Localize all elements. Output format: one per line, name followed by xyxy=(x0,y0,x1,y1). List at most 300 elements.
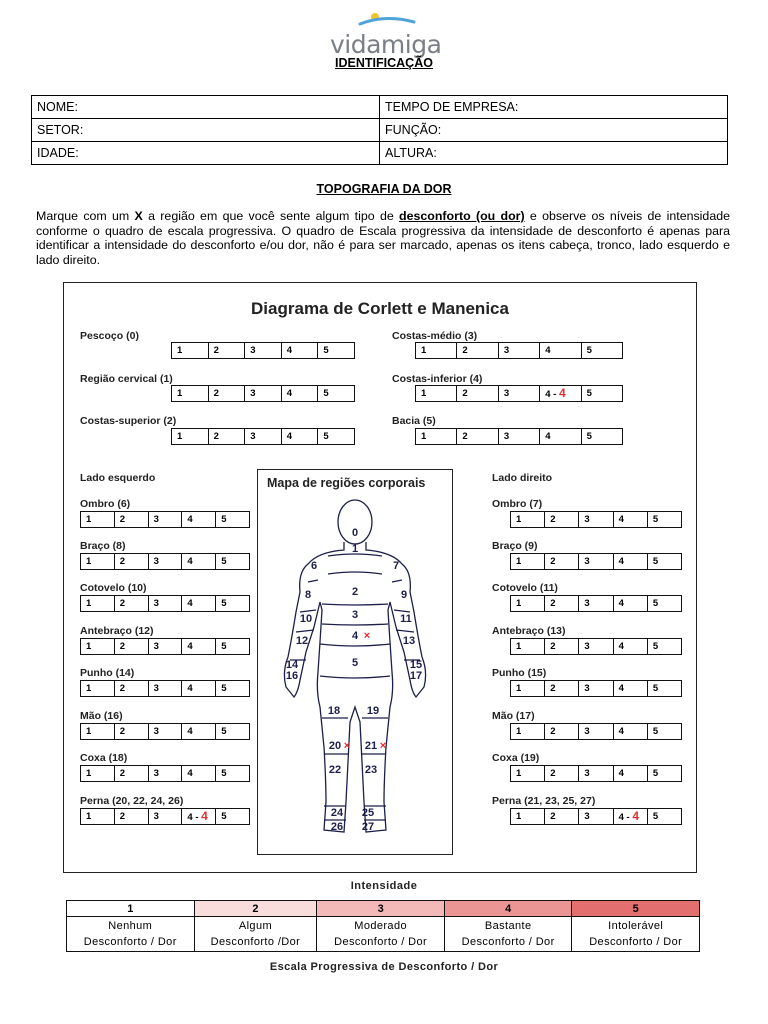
scale-cell[interactable] xyxy=(81,766,114,781)
name-field[interactable]: NOME: xyxy=(32,96,380,119)
table-row xyxy=(32,96,728,119)
scale-cell-value: 5 xyxy=(323,431,329,442)
side-item-scale xyxy=(80,723,250,740)
scale-cell[interactable] xyxy=(281,386,318,401)
side-item-label: Antebraço (13) xyxy=(492,625,566,637)
scale-cell-value: 3 xyxy=(250,431,256,442)
intensity-level-name: Intolerável xyxy=(608,920,664,932)
scale-cell-value: 5 xyxy=(221,726,227,737)
scale-cell-value: 4 xyxy=(618,726,624,737)
intensity-caption: Escala Progressiva de Desconforto / Dor xyxy=(269,961,499,973)
region-label-26[interactable]: 26 xyxy=(330,821,344,833)
scale-cell[interactable] xyxy=(215,724,249,739)
scale-cell[interactable] xyxy=(114,554,148,569)
identification-table xyxy=(31,95,728,165)
scale-cell[interactable] xyxy=(181,766,215,781)
scale-cell[interactable] xyxy=(215,512,249,527)
scale-cell[interactable] xyxy=(647,809,681,824)
intensity-level-label xyxy=(194,917,317,952)
region-label-14[interactable]: 14 xyxy=(285,659,299,671)
region-line xyxy=(308,580,402,582)
item-label-pelvis: Bacia (5) xyxy=(392,415,436,427)
scale-cell-value: 3 xyxy=(153,811,159,822)
scale-cell[interactable] xyxy=(317,343,354,358)
scale-cell[interactable] xyxy=(215,639,249,654)
scale-cell[interactable] xyxy=(647,554,681,569)
scale-cell[interactable] xyxy=(416,429,456,444)
scale-cell-value: 2 xyxy=(119,514,126,525)
scale-cell[interactable] xyxy=(181,512,215,527)
scale-cell[interactable] xyxy=(114,681,148,696)
scale-cell[interactable] xyxy=(613,639,647,654)
scale-cell[interactable] xyxy=(544,596,578,611)
scale-cell-value: 2 xyxy=(550,598,556,609)
scale-cell-value: 5 xyxy=(652,768,659,779)
scale-cell-value: 5 xyxy=(221,556,227,567)
scale-cell[interactable] xyxy=(544,681,578,696)
scale-cell-value: 4 xyxy=(187,683,193,694)
scale-cell[interactable] xyxy=(81,724,114,739)
region-label-8[interactable]: 8 xyxy=(304,589,312,601)
region-label-9[interactable]: 9 xyxy=(400,589,408,601)
scale-cell[interactable] xyxy=(613,681,647,696)
scale-cell[interactable] xyxy=(511,596,544,611)
scale-cell-value: 1 xyxy=(177,345,183,356)
right-side-title: Lado direito xyxy=(492,472,553,484)
region-label-22[interactable]: 22 xyxy=(328,764,342,776)
scale-cell[interactable] xyxy=(647,596,681,611)
role-field[interactable]: FUNÇÃO: xyxy=(380,119,728,142)
scale-cell-value: 4 xyxy=(286,431,293,442)
scale-cell[interactable] xyxy=(511,681,544,696)
scale-cell[interactable] xyxy=(498,386,539,401)
scale-cell[interactable] xyxy=(613,596,647,611)
scale-cell-value: 3 xyxy=(250,388,256,399)
scale-cell-value: 4 xyxy=(618,556,624,567)
scale-cell[interactable] xyxy=(581,343,622,358)
scale-cell-value: 1 xyxy=(86,514,92,525)
scale-cell[interactable] xyxy=(81,554,114,569)
scale-cell[interactable] xyxy=(148,554,182,569)
table-row xyxy=(67,901,700,917)
scale-cell[interactable] xyxy=(416,386,456,401)
scale-cell-value: 1 xyxy=(86,726,92,737)
scale-cell-value: 5 xyxy=(221,768,227,779)
scale-cell[interactable] xyxy=(215,809,249,824)
table-row xyxy=(32,142,728,165)
body-map xyxy=(257,469,453,855)
region-label-25[interactable]: 25 xyxy=(361,807,375,819)
scale-cell-value: 2 xyxy=(550,514,556,525)
region-label-15[interactable]: 15 xyxy=(409,659,423,671)
identification-title: IDENTIFICAÇÃO xyxy=(335,56,433,70)
scale-cell[interactable] xyxy=(281,429,318,444)
scale-cell[interactable] xyxy=(539,343,580,358)
scale-neck xyxy=(171,342,355,359)
scale-cell[interactable] xyxy=(544,639,578,654)
scale-cell-value: 1 xyxy=(421,388,427,399)
scale-cell[interactable] xyxy=(215,596,249,611)
scale-cell[interactable] xyxy=(114,596,148,611)
scale-cell-value: 2 xyxy=(550,768,556,779)
side-item-label: Punho (14) xyxy=(80,667,135,679)
side-item-label: Ombro (7) xyxy=(492,498,543,510)
scale-cell[interactable] xyxy=(244,343,281,358)
scale-cell[interactable] xyxy=(148,596,182,611)
scale-cell-value: 1 xyxy=(86,811,92,822)
scale-cell[interactable] xyxy=(647,681,681,696)
scale-cell-value: 2 xyxy=(550,811,556,822)
scale-cell[interactable] xyxy=(181,724,215,739)
scale-cell[interactable] xyxy=(511,724,544,739)
scale-cell[interactable] xyxy=(148,809,182,824)
intensity-level-label xyxy=(317,917,445,952)
scale-cell-value: 4 xyxy=(187,598,193,609)
scale-cell[interactable] xyxy=(544,809,578,824)
instructions-x-mark: X xyxy=(134,209,143,223)
scale-cell[interactable] xyxy=(181,596,215,611)
scale-cell-value: 3 xyxy=(153,514,159,525)
scale-cell[interactable] xyxy=(498,429,539,444)
scale-cell[interactable] xyxy=(498,343,539,358)
corlett-manenica-diagram xyxy=(63,282,697,873)
item-label-neck: Pescoço (0) xyxy=(80,330,139,342)
scale-upper-back xyxy=(171,428,355,445)
scale-cell[interactable] xyxy=(578,681,612,696)
scale-cell[interactable] xyxy=(581,386,622,401)
region-line xyxy=(320,676,390,678)
scale-cell-value: 3 xyxy=(503,431,510,442)
scale-cell[interactable] xyxy=(511,639,544,654)
scale-cell-value: 1 xyxy=(86,768,92,779)
instructions-text: Marque com um xyxy=(36,209,135,223)
scale-cell-value: 3 xyxy=(153,556,159,567)
scale-cell[interactable] xyxy=(215,681,249,696)
item-label-mid-back: Costas-médio (3) xyxy=(392,330,478,342)
scale-cell-value: 2 xyxy=(213,345,219,356)
scale-cell-value: 2 xyxy=(119,598,126,609)
side-item-scale xyxy=(510,553,682,570)
scale-cell-value: 5 xyxy=(652,726,659,737)
scale-lower-back xyxy=(415,385,623,402)
side-item-label: Mão (17) xyxy=(492,710,535,722)
scale-cell[interactable] xyxy=(172,386,208,401)
side-item-label: Perna (21, 23, 25, 27) xyxy=(492,795,596,807)
scale-cell[interactable] xyxy=(81,639,114,654)
intensity-level-label xyxy=(444,917,572,952)
scale-cell[interactable] xyxy=(613,724,647,739)
intensity-level-name: Nenhum xyxy=(108,920,153,932)
intensity-level-name: Moderado xyxy=(354,920,407,932)
scale-cell[interactable] xyxy=(539,386,580,401)
scale-cell-value: 4 - xyxy=(545,389,559,400)
scale-cell-value: 1 xyxy=(516,683,522,694)
scale-cell[interactable] xyxy=(544,554,578,569)
scale-cell-value: 3 xyxy=(153,641,159,652)
scale-cell[interactable] xyxy=(539,429,580,444)
scale-cell-value: 5 xyxy=(652,556,659,567)
side-item-scale xyxy=(80,511,250,528)
diagram-title: Diagrama de Corlett e Manenica xyxy=(251,299,509,318)
intensity-level-desc: Desconforto / Dor xyxy=(334,936,428,948)
intensity-level-desc: Desconforto / Dor xyxy=(589,936,683,948)
scale-cell-value: 4 xyxy=(187,768,193,779)
scale-cell[interactable] xyxy=(317,386,354,401)
scale-cell[interactable] xyxy=(317,429,354,444)
scale-cell-value: 3 xyxy=(153,683,159,694)
scale-cell[interactable] xyxy=(181,809,215,824)
scale-cell-value: 3 xyxy=(153,726,159,737)
item-label-lower-back: Costas-inferior (4) xyxy=(392,373,483,385)
side-item-scale xyxy=(80,553,250,570)
scale-cell-value: 4 xyxy=(187,641,193,652)
scale-cell-value: 2 xyxy=(550,641,556,652)
body-figure xyxy=(258,492,452,852)
scale-cell-value: 3 xyxy=(584,556,590,567)
side-item-label: Perna (20, 22, 24, 26) xyxy=(80,795,184,807)
scale-cell-value: 4 - xyxy=(618,812,633,823)
scale-cell[interactable] xyxy=(578,596,612,611)
scale-cell-value: 1 xyxy=(421,431,427,442)
scale-cell[interactable] xyxy=(148,639,182,654)
scale-cell-value: 1 xyxy=(177,431,183,442)
left-side-title: Lado esquerdo xyxy=(80,472,156,484)
scale-cell[interactable] xyxy=(215,554,249,569)
table-row xyxy=(32,119,728,142)
scale-cell[interactable] xyxy=(647,766,681,781)
scale-cell[interactable] xyxy=(613,766,647,781)
region-label-24[interactable]: 24 xyxy=(330,807,344,819)
region-label-0[interactable]: 0 xyxy=(351,527,359,539)
side-item-scale xyxy=(80,765,250,782)
region-label-11[interactable]: 11 xyxy=(400,613,412,625)
region-line xyxy=(328,572,382,574)
scale-cell[interactable] xyxy=(114,512,148,527)
scale-cell-value: 2 xyxy=(119,683,126,694)
side-item-scale xyxy=(80,808,250,825)
region-label-21[interactable]: 21 xyxy=(364,740,378,752)
scale-cell[interactable] xyxy=(114,724,148,739)
intensity-level-desc: Desconforto / Dor xyxy=(461,936,555,948)
scale-cell[interactable] xyxy=(511,766,544,781)
scale-cell[interactable] xyxy=(244,429,281,444)
scale-cell-value: 2 xyxy=(550,683,556,694)
scale-cell-value: 4 xyxy=(618,768,624,779)
scale-cell[interactable] xyxy=(544,766,578,781)
region-label-16[interactable]: 16 xyxy=(285,670,299,682)
scale-cell[interactable] xyxy=(647,639,681,654)
scale-cell-value: 1 xyxy=(516,641,522,652)
region-label-27[interactable]: 27 xyxy=(361,821,375,833)
scale-cell-value: 2 xyxy=(213,431,219,442)
scale-cell[interactable] xyxy=(511,512,544,527)
scale-cell[interactable] xyxy=(181,681,215,696)
scale-cell[interactable] xyxy=(613,809,647,824)
side-item-label: Ombro (6) xyxy=(80,498,131,510)
scale-cell-value: 1 xyxy=(516,726,522,737)
scale-cell-value: 5 xyxy=(652,683,659,694)
region-label-5[interactable]: 5 xyxy=(351,657,359,669)
intensity-level-number: 2 xyxy=(194,901,317,917)
scale-cell-value: 3 xyxy=(584,768,590,779)
side-item-label: Braço (8) xyxy=(80,540,126,552)
scale-cell-value: 2 xyxy=(462,431,468,442)
region-label-7[interactable]: 7 xyxy=(392,560,400,572)
scale-cell[interactable] xyxy=(511,809,544,824)
scale-cervical xyxy=(171,385,355,402)
scale-cell[interactable] xyxy=(148,766,182,781)
side-item-scale xyxy=(80,595,250,612)
scale-cell[interactable] xyxy=(456,429,497,444)
intensity-level-name: Bastante xyxy=(484,920,532,932)
scale-cell-value: 2 xyxy=(462,388,468,399)
scale-cell[interactable] xyxy=(647,724,681,739)
scale-cell-value: 1 xyxy=(516,811,522,822)
logo-text: vidamiga xyxy=(330,30,442,59)
scale-cell-value: 5 xyxy=(221,811,227,822)
region-label-4[interactable]: 4 xyxy=(351,630,359,642)
scale-cell[interactable] xyxy=(456,343,497,358)
scale-cell[interactable] xyxy=(208,429,245,444)
side-item-scale xyxy=(80,638,250,655)
scale-cell[interactable] xyxy=(208,343,245,358)
pain-mark: 4 xyxy=(632,809,640,823)
logo-wave-icon xyxy=(358,10,418,30)
region-label-13[interactable]: 13 xyxy=(402,635,416,647)
scale-cell[interactable] xyxy=(456,386,497,401)
scale-cell[interactable] xyxy=(114,639,148,654)
scale-mid-back xyxy=(415,342,623,359)
sector-field[interactable]: SETOR: xyxy=(32,119,380,142)
scale-cell[interactable] xyxy=(148,512,182,527)
instructions-paragraph xyxy=(36,209,730,267)
scale-cell-value: 4 xyxy=(618,514,624,525)
scale-cell[interactable] xyxy=(544,724,578,739)
scale-cell-value: 1 xyxy=(516,514,522,525)
scale-cell[interactable] xyxy=(578,724,612,739)
region-label-18[interactable]: 18 xyxy=(327,705,341,717)
side-item-scale xyxy=(510,723,682,740)
scale-cell[interactable] xyxy=(81,809,114,824)
scale-cell[interactable] xyxy=(114,766,148,781)
scale-cell[interactable] xyxy=(578,554,612,569)
scale-cell-value: 3 xyxy=(153,598,159,609)
scale-cell-value: 5 xyxy=(586,431,592,442)
scale-cell[interactable] xyxy=(544,512,578,527)
side-item-label: Braço (9) xyxy=(492,540,538,552)
scale-cell[interactable] xyxy=(114,809,148,824)
region-label-23[interactable]: 23 xyxy=(364,764,378,776)
intensity-level-name: Algum xyxy=(238,920,273,932)
region-label-19[interactable]: 19 xyxy=(366,705,380,717)
side-item-scale xyxy=(510,638,682,655)
scale-cell-value: 1 xyxy=(177,388,183,399)
scale-cell[interactable] xyxy=(81,681,114,696)
intensity-level-number: 5 xyxy=(572,901,700,917)
intensity-scale-table xyxy=(66,900,700,952)
scale-cell-value: 5 xyxy=(586,388,592,399)
item-label-upper-back: Costas-superior (2) xyxy=(80,415,177,427)
region-label-10[interactable]: 10 xyxy=(299,613,313,625)
scale-cell-value: 3 xyxy=(584,726,590,737)
region-label-1[interactable]: 1 xyxy=(351,543,359,555)
intensity-level-label xyxy=(67,917,195,952)
scale-cell[interactable] xyxy=(172,429,208,444)
scale-cell-value: 1 xyxy=(86,683,92,694)
scale-cell-value: 2 xyxy=(213,388,219,399)
scale-cell[interactable] xyxy=(578,809,612,824)
scale-cell-value: 1 xyxy=(516,768,522,779)
scale-cell-value: 3 xyxy=(584,598,590,609)
scale-cell[interactable] xyxy=(578,766,612,781)
scale-cell[interactable] xyxy=(181,554,215,569)
scale-cell[interactable] xyxy=(613,512,647,527)
scale-cell[interactable] xyxy=(81,512,114,527)
scale-cell[interactable] xyxy=(148,724,182,739)
region-line xyxy=(322,604,388,605)
scale-cell[interactable] xyxy=(581,429,622,444)
side-item-label: Mão (16) xyxy=(80,710,123,722)
instructions-text: a região em que você sente algum tipo de xyxy=(142,209,400,223)
region-label-17[interactable]: 17 xyxy=(409,670,423,682)
scale-cell[interactable] xyxy=(172,343,208,358)
scale-cell[interactable] xyxy=(148,681,182,696)
scale-cell-value: 5 xyxy=(586,345,592,356)
pain-mark: 4 xyxy=(558,386,566,400)
scale-cell-value: 5 xyxy=(221,598,227,609)
scale-cell-value: 2 xyxy=(462,345,468,356)
tenure-field[interactable]: TEMPO DE EMPRESA: xyxy=(380,96,728,119)
scale-cell[interactable] xyxy=(578,639,612,654)
scale-cell-value: 4 xyxy=(187,514,193,525)
scale-cell-value: 3 xyxy=(250,345,256,356)
region-label-3[interactable]: 3 xyxy=(351,609,359,621)
pain-marker-20: × xyxy=(343,740,351,752)
scale-cell[interactable] xyxy=(215,766,249,781)
scale-cell-value: 5 xyxy=(652,811,659,822)
scale-cell[interactable] xyxy=(613,554,647,569)
age-field[interactable]: IDADE: xyxy=(32,142,380,165)
scale-cell-value: 4 xyxy=(618,683,624,694)
scale-cell[interactable] xyxy=(416,343,456,358)
pain-mark: 4 xyxy=(201,809,208,823)
scale-cell[interactable] xyxy=(578,512,612,527)
scale-cell[interactable] xyxy=(647,512,681,527)
scale-cell-value: 5 xyxy=(221,683,227,694)
region-line xyxy=(320,644,390,646)
instructions-text: e observe os níveis de intensidade conforme o quadro de escala progressiva. O quadro de Escala progressiva da intensidade de desconforto é apenas para identificar a intensidade do desconforto e/ou dor, não é para ser marcado, apenas os itens cabeça, tronco, lado esquerdo e lado direito. xyxy=(36,209,730,267)
scale-cell-value: 1 xyxy=(86,556,92,567)
scale-cell[interactable] xyxy=(244,386,281,401)
scale-cell[interactable] xyxy=(181,639,215,654)
scale-cell[interactable] xyxy=(81,596,114,611)
region-label-2[interactable]: 2 xyxy=(351,586,359,598)
side-item-scale xyxy=(80,680,250,697)
scale-cell-value: 4 - xyxy=(187,812,202,823)
side-item-scale xyxy=(510,765,682,782)
scale-cell[interactable] xyxy=(208,386,245,401)
height-field[interactable]: ALTURA: xyxy=(380,142,728,165)
intensity-level-desc: Desconforto /Dor xyxy=(210,936,301,948)
side-item-scale xyxy=(510,808,682,825)
region-line xyxy=(322,624,388,625)
region-label-12[interactable]: 12 xyxy=(295,635,309,647)
scale-cell[interactable] xyxy=(511,554,544,569)
region-label-6[interactable]: 6 xyxy=(310,560,318,572)
region-label-20[interactable]: 20 xyxy=(328,740,342,752)
scale-cell[interactable] xyxy=(281,343,318,358)
scale-cell-value: 4 xyxy=(187,726,193,737)
